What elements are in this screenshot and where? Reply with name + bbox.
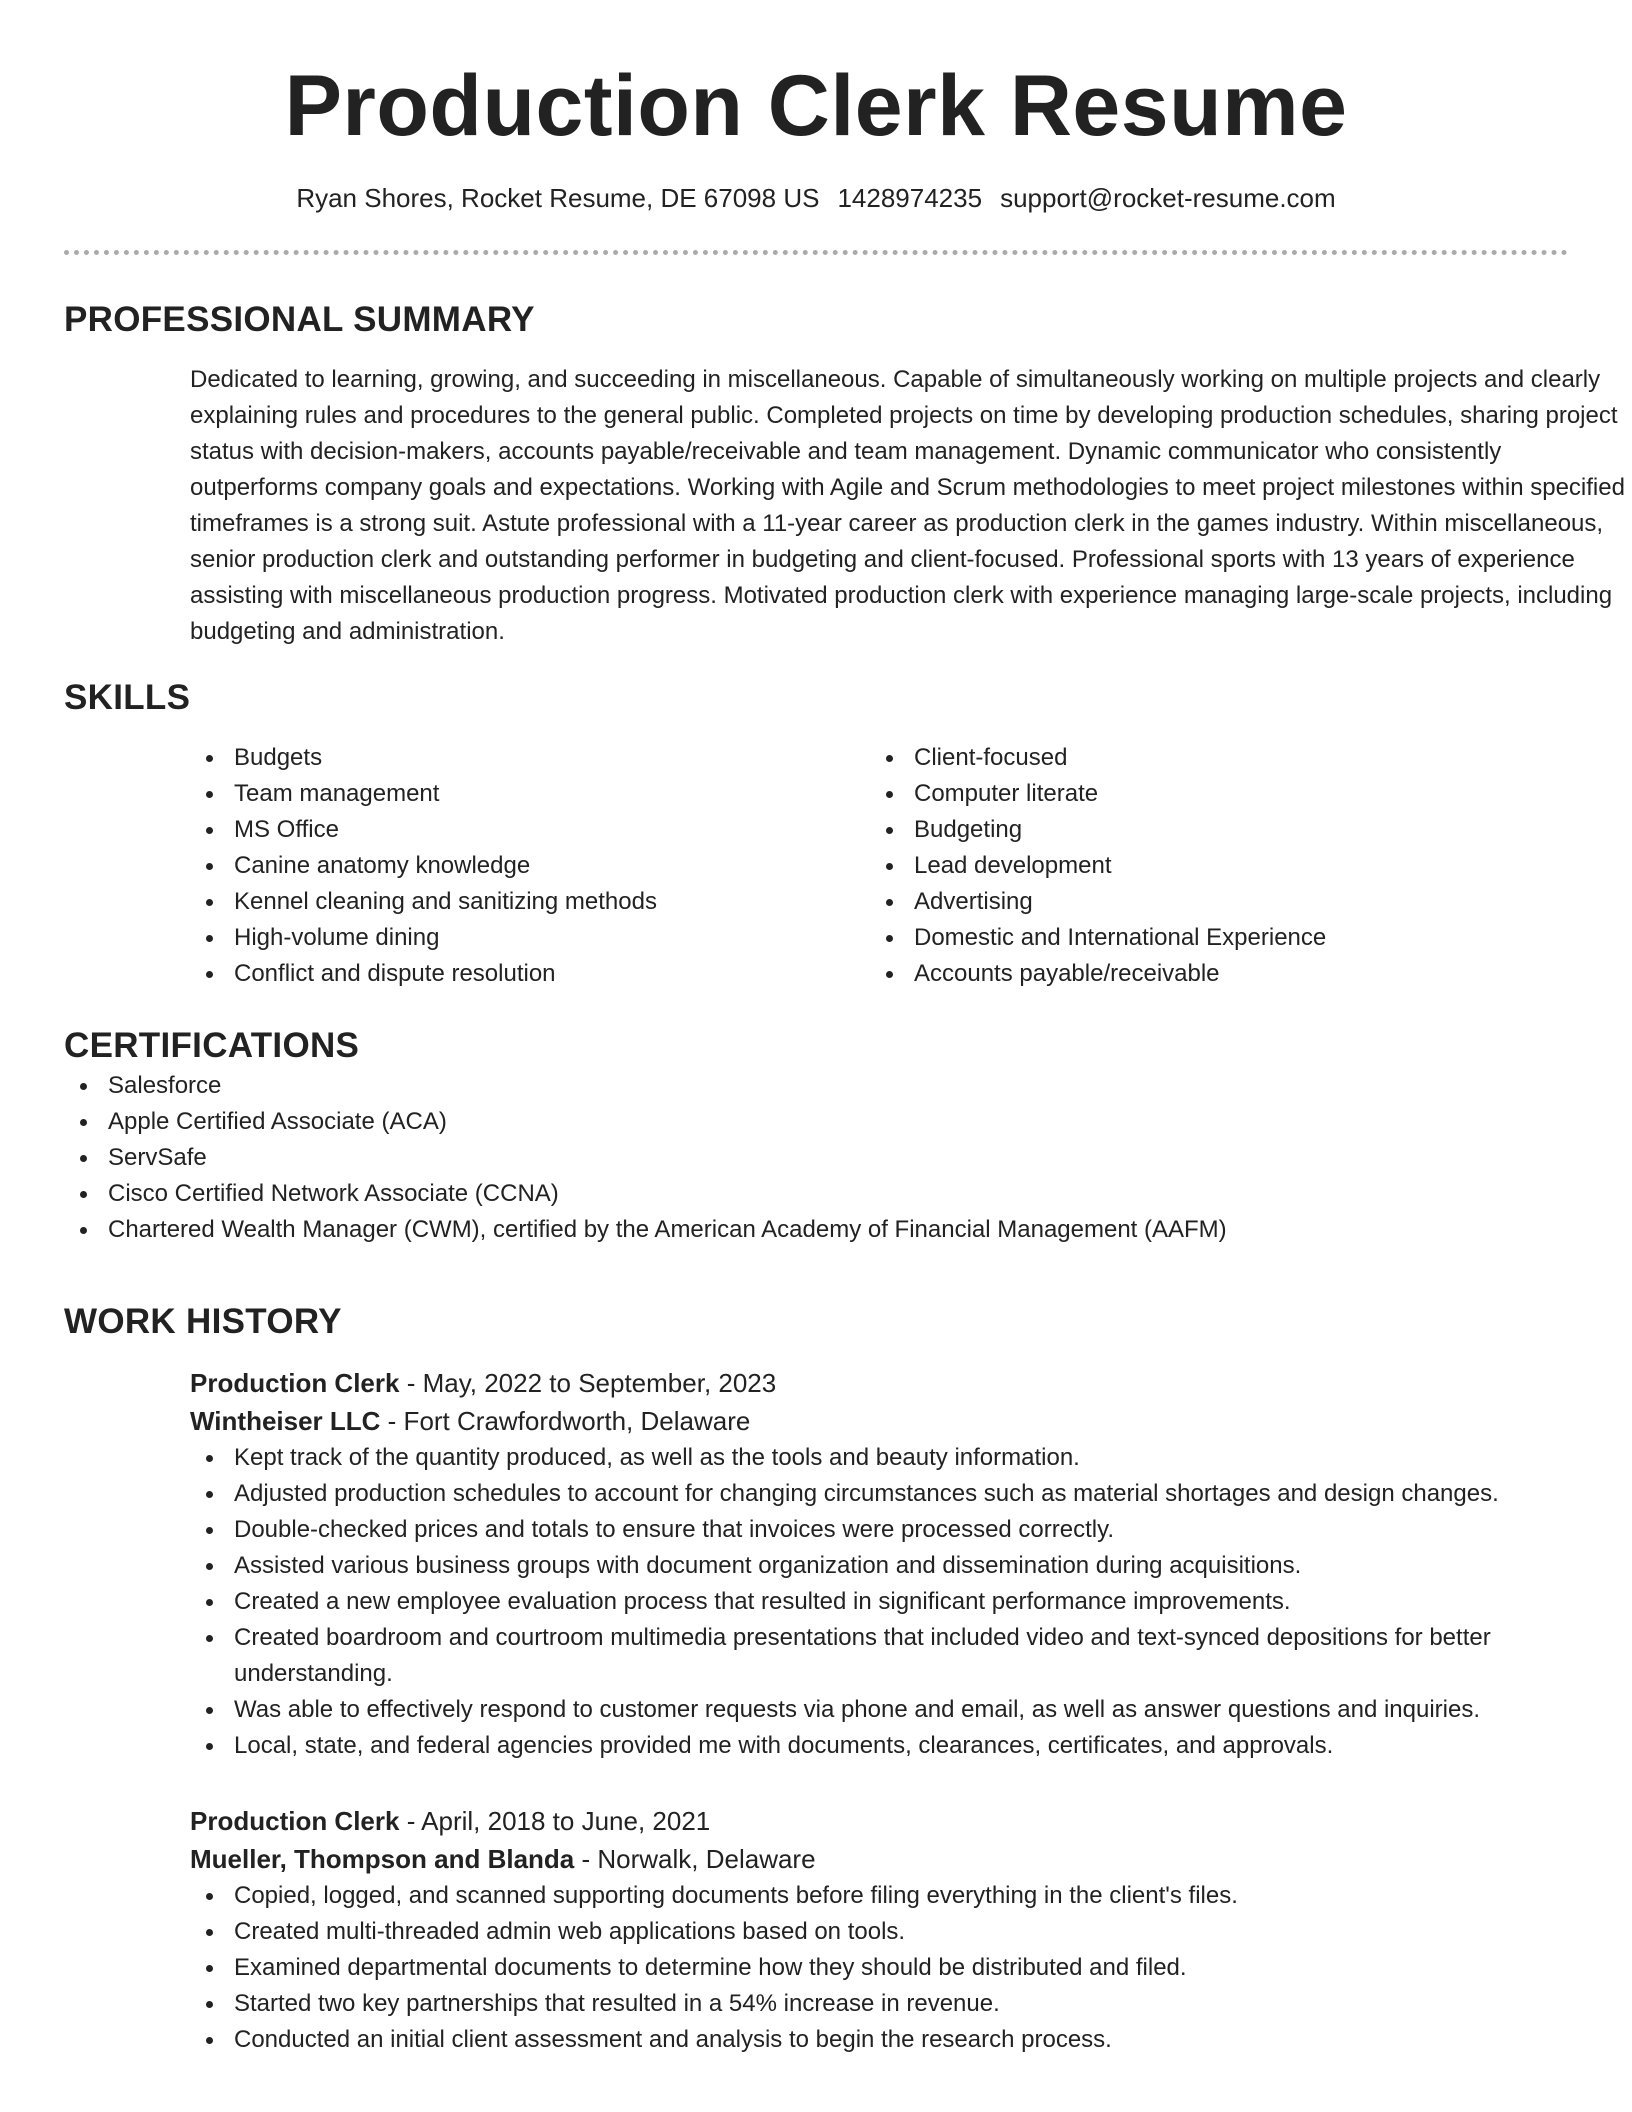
job-dates: - May, 2022 to September, 2023	[399, 1368, 777, 1398]
list-item: Cisco Certified Network Associate (CCNA)	[64, 1176, 1568, 1212]
resume-title: Production Clerk Resume	[284, 58, 1348, 154]
list-item: MS Office	[190, 812, 870, 848]
list-item: Examined departmental documents to determine how they should be distributed and filed.	[190, 1950, 1568, 1986]
list-item: Canine anatomy knowledge	[190, 848, 870, 884]
list-item: Adjusted production schedules to account for changing circumstances such as material shortages and design changes.	[190, 1476, 1568, 1512]
list-item: Created a new employee evaluation process that resulted in significant performance improvements.	[190, 1584, 1568, 1620]
list-item: Computer literate	[870, 776, 1550, 812]
contact-phone: 1428974235	[837, 183, 983, 213]
job-bullets	[190, 1878, 1568, 2058]
list-item: Client-focused	[870, 740, 1550, 776]
work-history-heading: WORK HISTORY	[64, 1302, 342, 1341]
work-history-jobs	[64, 1364, 1568, 2058]
contact-line	[0, 180, 1632, 216]
list-item: Kennel cleaning and sanitizing methods	[190, 884, 870, 920]
contact-address: Ryan Shores, Rocket Resume, DE 67098 US	[296, 183, 820, 213]
list-item: Accounts payable/receivable	[870, 956, 1550, 992]
list-item: Was able to effectively respond to customer requests via phone and email, as well as answer questions and inquiries.	[190, 1692, 1568, 1728]
work-history-section	[64, 1300, 1568, 2058]
list-item: Assisted various business groups with document organization and dissemination during acquisitions.	[190, 1548, 1568, 1584]
job-location: - Norwalk, Delaware	[574, 1844, 816, 1874]
job-entry	[190, 1364, 1568, 1764]
list-item: Copied, logged, and scanned supporting documents before filing everything in the client's files.	[190, 1878, 1568, 1914]
job-title-line	[190, 1802, 1568, 1840]
job-company: Mueller, Thompson and Blanda	[190, 1844, 575, 1874]
contact-email: support@rocket-resume.com	[1000, 183, 1336, 213]
list-item: ServSafe	[64, 1140, 1568, 1176]
list-item: Conducted an initial client assessment and analysis to begin the research process.	[190, 2022, 1568, 2058]
list-item: Created boardroom and courtroom multimedia presentations that included video and text-synced depositions for better understanding.	[190, 1620, 1568, 1692]
header-divider	[64, 250, 1568, 255]
skills-heading: SKILLS	[64, 678, 191, 717]
list-item: Apple Certified Associate (ACA)	[64, 1104, 1568, 1140]
list-item: Local, state, and federal agencies provided me with documents, clearances, certificates, and approvals.	[190, 1728, 1568, 1764]
job-role: Production Clerk	[190, 1368, 400, 1398]
job-role: Production Clerk	[190, 1806, 400, 1836]
summary-section	[64, 298, 1625, 650]
summary-heading: PROFESSIONAL SUMMARY	[64, 300, 535, 339]
list-item: Double-checked prices and totals to ensure that invoices were processed correctly.	[190, 1512, 1568, 1548]
list-item: Salesforce	[64, 1068, 1568, 1104]
skills-list-left	[190, 740, 870, 992]
list-item: Created multi-threaded admin web applications based on tools.	[190, 1914, 1568, 1950]
job-dates: - April, 2018 to June, 2021	[399, 1806, 711, 1836]
list-item: Advertising	[870, 884, 1550, 920]
job-entry	[190, 1802, 1568, 2058]
certifications-heading: CERTIFICATIONS	[64, 1026, 360, 1065]
list-item: Chartered Wealth Manager (CWM), certified by the American Academy of Financial Management (AAFM)	[64, 1212, 1568, 1248]
list-item: Conflict and dispute resolution	[190, 956, 870, 992]
certifications-list	[64, 1068, 1568, 1248]
list-item: Team management	[190, 776, 870, 812]
job-bullets	[190, 1440, 1568, 1764]
list-item: Budgeting	[870, 812, 1550, 848]
skills-list-right	[870, 740, 1550, 992]
list-item: Started two key partnerships that resulted in a 54% increase in revenue.	[190, 1986, 1568, 2022]
list-item: Budgets	[190, 740, 870, 776]
job-company: Wintheiser LLC	[190, 1406, 381, 1436]
job-location: - Fort Crawfordworth, Delaware	[380, 1406, 751, 1436]
list-item: Domestic and International Experience	[870, 920, 1550, 956]
job-company-line	[190, 1402, 1568, 1440]
list-item: High-volume dining	[190, 920, 870, 956]
summary-text: Dedicated to learning, growing, and succeeding in miscellaneous. Capable of simultaneously working on multiple projects and clearly explaining rules and procedures to the general public. Completed projects on time by developing production schedules, sharing project status with decision-makers, accounts payable/receivable and team management. Dynamic communicator who consistently outperforms company goals and expectations. Working with Agile and Scrum methodologies to meet project milestones within specified timeframes is a strong suit. Astute professional with a 11-year career as production clerk in the games industry. Within miscellaneous, senior production clerk and outstanding performer in budgeting and client-focused. Professional sports with 13 years of experience assisting with miscellaneous production progress. Motivated production clerk with experience managing large-scale projects, including budgeting and administration.	[190, 366, 1625, 645]
list-item: Kept track of the quantity produced, as well as the tools and beauty information.	[190, 1440, 1568, 1476]
certifications-section	[64, 1024, 1568, 1248]
job-company-line	[190, 1840, 1568, 1878]
skills-section	[64, 676, 1568, 992]
job-title-line	[190, 1364, 1568, 1402]
skills-columns	[190, 740, 1568, 992]
list-item: Lead development	[870, 848, 1550, 884]
